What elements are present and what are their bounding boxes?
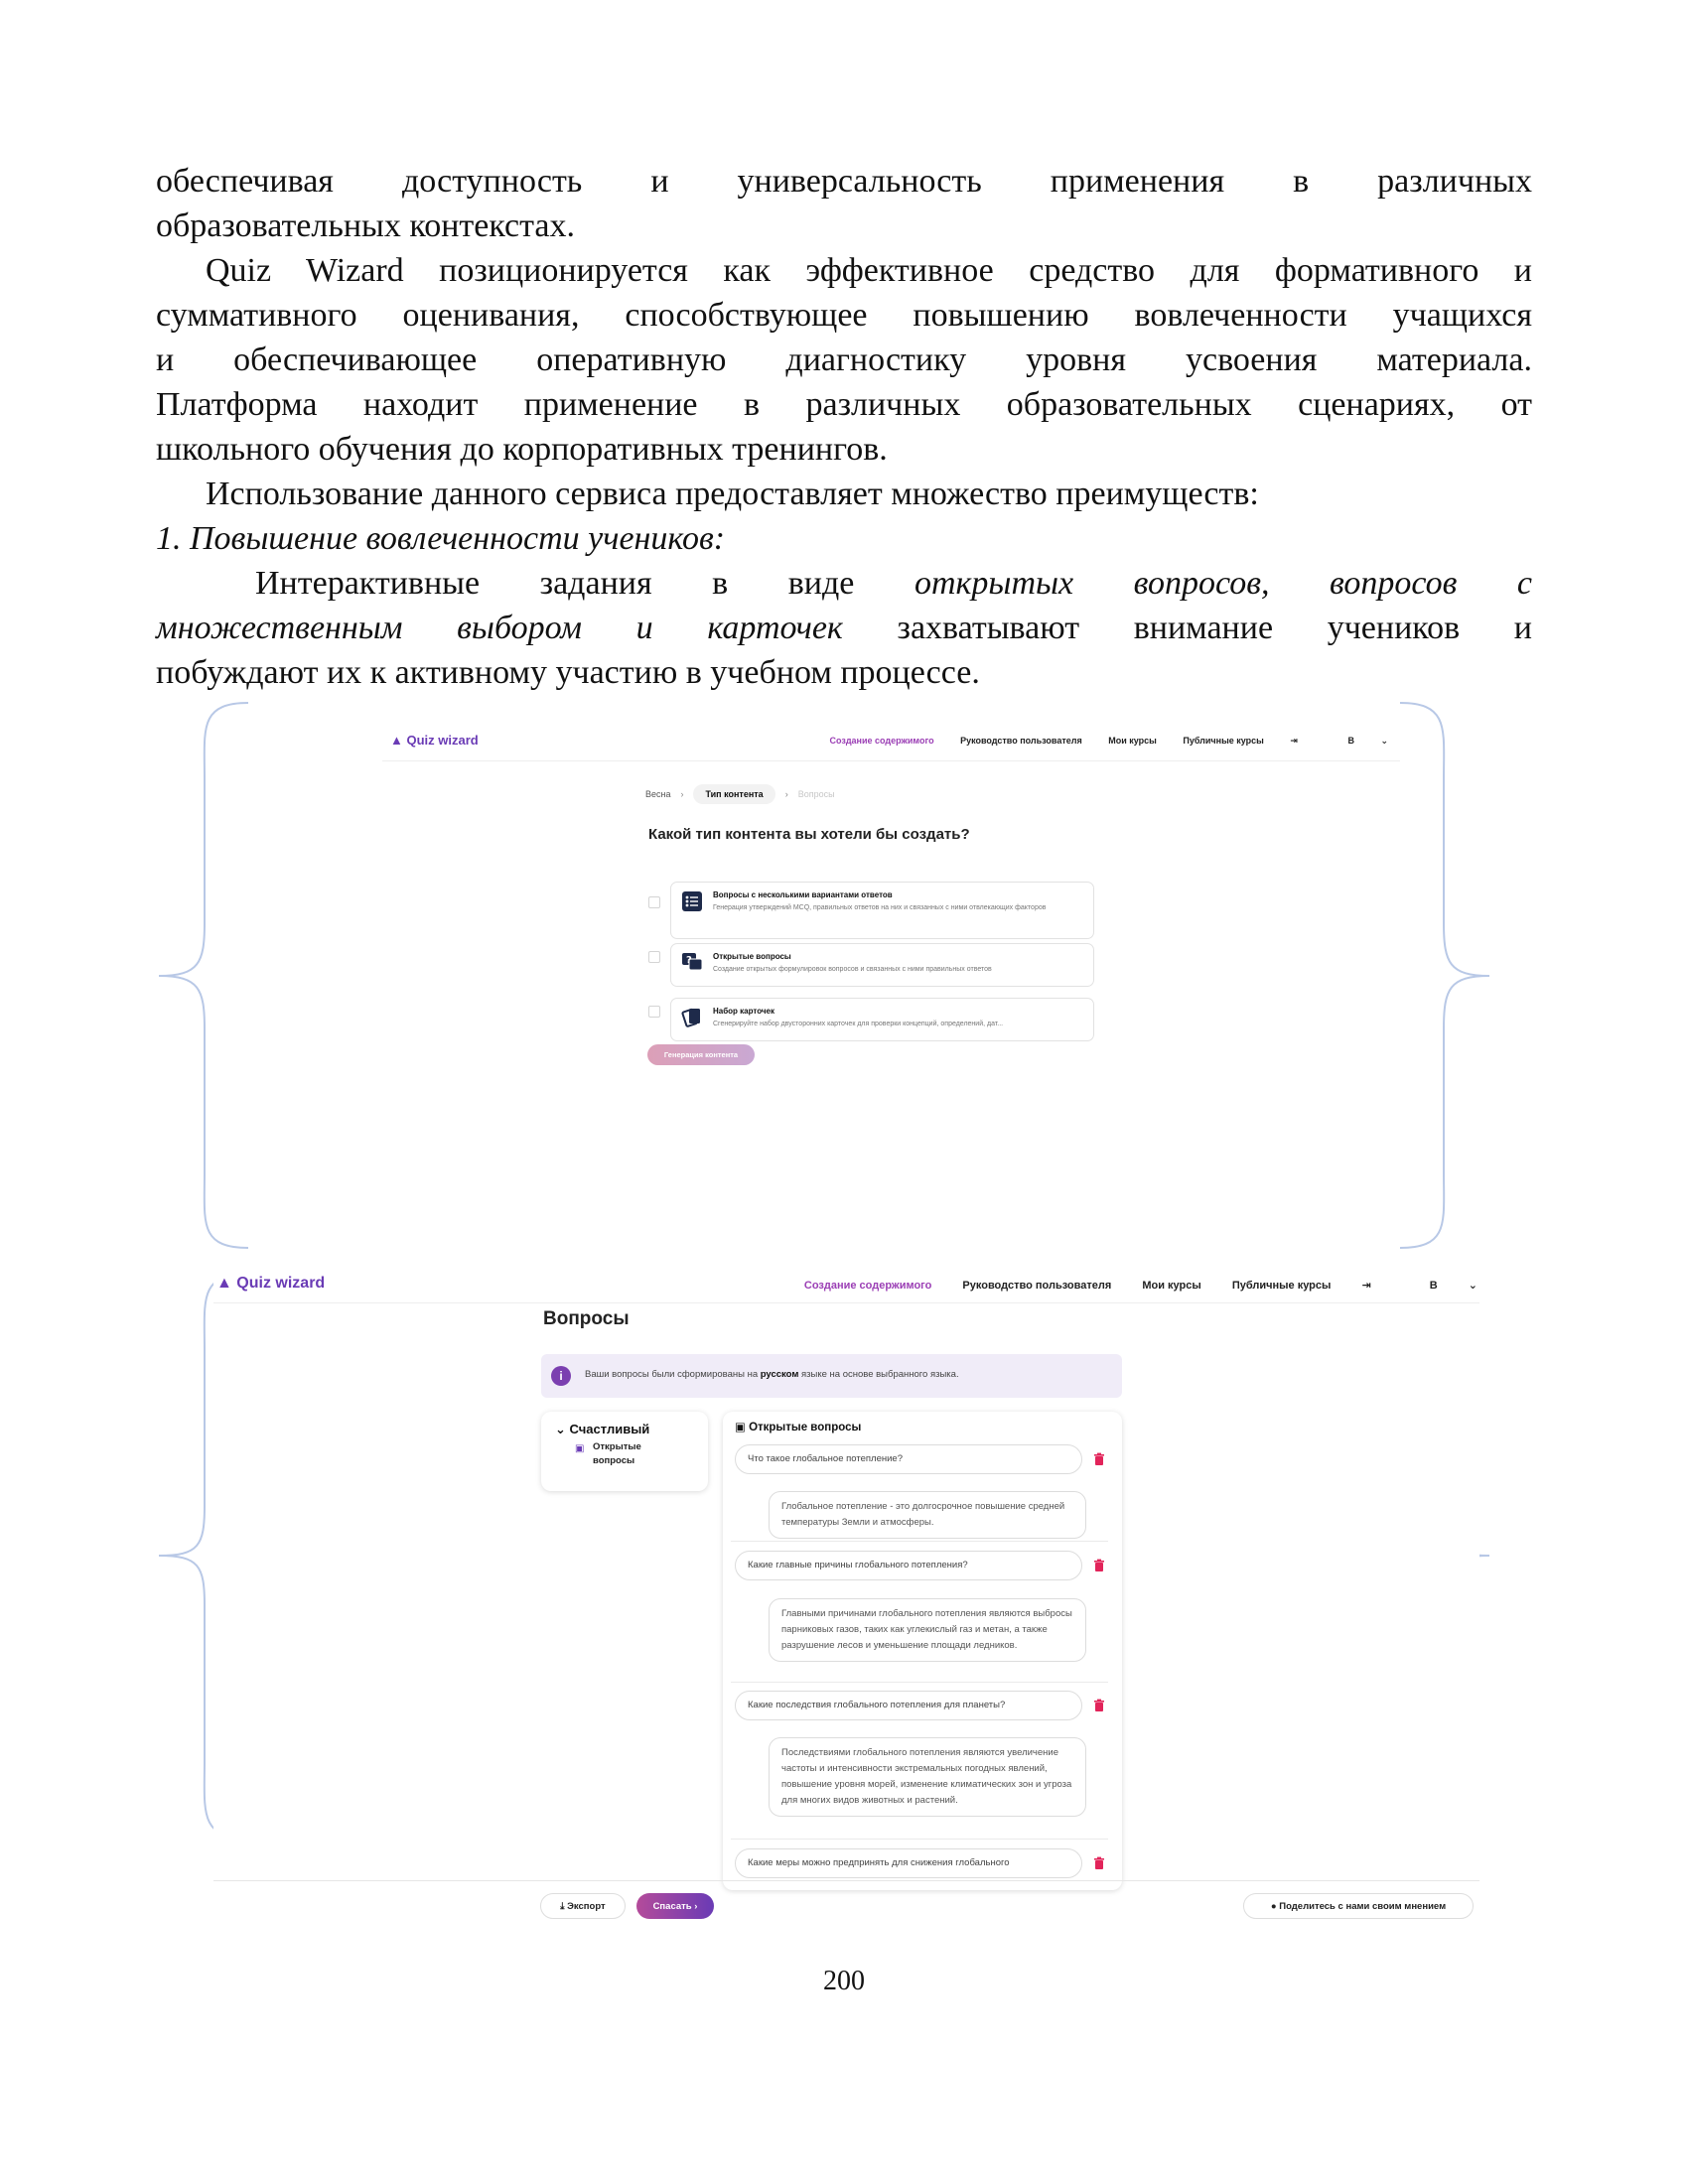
screenshot-content-type xyxy=(382,725,1400,1092)
logo[interactable] xyxy=(390,733,479,748)
info-icon: i xyxy=(551,1366,571,1386)
divider xyxy=(731,1541,1108,1542)
chevron-down-icon: ⌄ xyxy=(1468,1280,1477,1292)
nav-user-guide[interactable]: Руководство пользователя xyxy=(962,1280,1112,1292)
checkbox-flashcards[interactable] xyxy=(648,1006,660,1018)
top-nav xyxy=(213,1269,1479,1303)
trash-icon[interactable] xyxy=(1092,1856,1106,1870)
trash-icon[interactable] xyxy=(1092,1699,1106,1712)
logo[interactable] xyxy=(216,1275,325,1293)
option-description: Создание открытых формулировок вопросов и связанных с ними правильных ответов xyxy=(713,966,992,973)
download-icon: ⤓ xyxy=(560,1900,565,1912)
text-line xyxy=(156,606,1532,650)
question-input[interactable]: Какие меры можно предпринять для снижения глобального xyxy=(735,1848,1082,1878)
chevron-right-icon: › xyxy=(694,1900,698,1912)
trash-icon[interactable] xyxy=(1092,1452,1106,1466)
crumb-content-type[interactable]: Тип контента xyxy=(693,784,774,804)
answer-input[interactable]: Главными причинами глобального потепления являются выбросы парниковых газов, таких как углекислый газ и метан, а также разрушение лесов и уменьшение площади ледников. xyxy=(769,1598,1086,1662)
save-button[interactable] xyxy=(636,1893,714,1919)
text-line: суммативного оценивания, способствующее повышению вовлеченности учащихся xyxy=(156,297,1532,334)
page-number: 200 xyxy=(823,1966,865,1996)
feedback-label: Поделитесь с нами своим мнением xyxy=(1279,1900,1447,1912)
text-line: школьного обучения до корпоративных тренингов. xyxy=(156,431,888,468)
nav-menu xyxy=(805,736,1388,747)
option-title: Вопросы с несколькими вариантами ответов xyxy=(713,890,893,899)
text-line: обеспечивая доступность и универсальность применения в различных xyxy=(156,163,1532,200)
question-bubble-icon xyxy=(681,951,703,973)
logo-text: Quiz wizard xyxy=(236,1275,326,1292)
export-button[interactable] xyxy=(540,1893,626,1919)
checkbox-mcq[interactable] xyxy=(648,896,660,908)
text-line: побуждают их к активному участию в учебном процессе. xyxy=(156,654,980,691)
text-run-italic: открытых вопросов, вопросов с xyxy=(914,565,1532,602)
option-title: Открытые вопросы xyxy=(713,952,791,961)
right-brace-1 xyxy=(1390,700,1499,1251)
topic-title: Счастливый xyxy=(569,1422,650,1436)
question-bubble-icon: ▣ xyxy=(575,1443,585,1454)
nav-menu xyxy=(776,1279,1477,1292)
language-select[interactable] xyxy=(1324,736,1388,746)
wizard-hat-icon: ▲ xyxy=(216,1275,232,1292)
checkbox-open-questions[interactable] xyxy=(648,951,660,963)
export-label: Экспорт xyxy=(567,1900,606,1912)
chat-bubble-icon: ● xyxy=(1270,1900,1277,1912)
text-line: и обеспечивающее оперативную диагностику уровня усвоения материала. xyxy=(156,341,1532,378)
logout-icon[interactable]: ⇥ xyxy=(1290,736,1298,746)
nav-public-courses[interactable]: Публичные курсы xyxy=(1231,1280,1332,1292)
answer-input[interactable]: Последствиями глобального потепления являются увеличение частоты и интенсивности экстремальных погодных явлений, повышение уровня морей, изменение климатических зон и угроза для многих видов животных и растений. xyxy=(769,1737,1086,1817)
svg-text:?: ? xyxy=(686,955,692,966)
panel-title xyxy=(735,1420,861,1433)
language-label: В xyxy=(1429,1280,1438,1292)
chevron-right-icon: › xyxy=(680,789,684,799)
nav-my-courses[interactable]: Мои курсы xyxy=(1108,736,1157,746)
topic-toggle[interactable] xyxy=(555,1422,649,1437)
language-select[interactable] xyxy=(1402,1280,1477,1292)
question-input[interactable]: Что такое глобальное потепление? xyxy=(735,1444,1082,1474)
feedback-button[interactable] xyxy=(1243,1893,1474,1919)
list-icon xyxy=(681,890,703,912)
question-input[interactable]: Какие главные причины глобального потепления? xyxy=(735,1551,1082,1580)
section-heading: 1. Повышение вовлеченности учеников: xyxy=(156,520,726,557)
option-flashcards[interactable] xyxy=(670,998,1094,1041)
answer-input[interactable]: Глобальное потепление - это долгосрочное повышение средней температуры Земли и атмосферы. xyxy=(769,1491,1086,1539)
info-text-part: языке на основе выбранного языка. xyxy=(798,1369,959,1380)
info-language: русском xyxy=(760,1369,799,1380)
option-description: Генерация утверждений MCQ, правильных ответов на них и связанных с ними отвлекающих факторов xyxy=(713,904,1047,911)
text-run: Интерактивные задания в виде xyxy=(255,565,914,602)
divider xyxy=(731,1839,1108,1840)
nav-my-courses[interactable]: Мои курсы xyxy=(1142,1280,1201,1292)
divider xyxy=(731,1682,1108,1683)
generate-content-button[interactable]: Генерация контента xyxy=(647,1044,755,1065)
nav-create-content[interactable]: Создание содержимого xyxy=(803,1280,932,1292)
option-open-questions[interactable] xyxy=(670,943,1094,987)
text-line: образовательных контекстах. xyxy=(156,207,575,244)
left-brace-1 xyxy=(149,700,258,1251)
text-line: Quiz Wizard позиционируется как эффективное средство для формативного и xyxy=(206,252,1532,289)
crumb-topic[interactable]: Весна xyxy=(645,789,671,799)
option-title: Набор карточек xyxy=(713,1007,774,1016)
crumb-questions: Вопросы xyxy=(797,789,835,799)
page-title: Какой тип контента вы хотели бы создать? xyxy=(648,826,970,843)
nav-create-content[interactable]: Создание содержимого xyxy=(829,736,934,746)
question-bubble-icon: ▣ xyxy=(735,1422,746,1433)
cards-icon xyxy=(681,1006,703,1027)
wizard-hat-icon: ▲ xyxy=(390,733,403,748)
chevron-down-icon: ⌄ xyxy=(555,1422,566,1436)
text-line xyxy=(156,561,1532,606)
questions-panel xyxy=(723,1412,1122,1890)
info-text xyxy=(585,1369,959,1380)
text-line: Платформа находит применение в различных образовательных сценариях, от xyxy=(156,386,1532,423)
save-label: Спасать xyxy=(652,1900,692,1912)
option-description: Сгенерируйте набор двусторонних карточек для проверки концепций, определений, дат... xyxy=(713,1021,1004,1027)
text-run: захватывают внимание учеников и xyxy=(842,610,1532,646)
text-run-italic: множественным выбором и карточек xyxy=(156,610,843,646)
divider xyxy=(213,1880,1479,1881)
sidebar-item-open-questions[interactable]: Открытые вопросы xyxy=(593,1441,641,1466)
top-nav xyxy=(382,725,1400,761)
page-title: Вопросы xyxy=(543,1308,630,1329)
trash-icon[interactable] xyxy=(1092,1559,1106,1572)
info-banner xyxy=(541,1354,1122,1398)
language-label: В xyxy=(1347,736,1354,746)
question-input[interactable]: Какие последствия глобального потепления для планеты? xyxy=(735,1691,1082,1720)
text-line: Использование данного сервиса предоставляет множество преимуществ: xyxy=(206,476,1259,512)
logout-icon[interactable]: ⇥ xyxy=(1361,1280,1371,1292)
logo-text: Quiz wizard xyxy=(406,733,479,748)
nav-user-guide[interactable]: Руководство пользователя xyxy=(960,736,1082,746)
info-text-part: Ваши вопросы были сформированы на xyxy=(585,1369,761,1380)
screenshot-questions xyxy=(213,1269,1479,1920)
chevron-right-icon: › xyxy=(784,789,788,799)
nav-public-courses[interactable]: Публичные курсы xyxy=(1183,736,1264,746)
option-mcq[interactable] xyxy=(670,882,1094,939)
topic-sidebar xyxy=(541,1412,708,1491)
breadcrumb xyxy=(645,789,835,799)
panel-title-text: Открытые вопросы xyxy=(749,1422,862,1433)
chevron-down-icon: ⌄ xyxy=(1380,736,1388,746)
